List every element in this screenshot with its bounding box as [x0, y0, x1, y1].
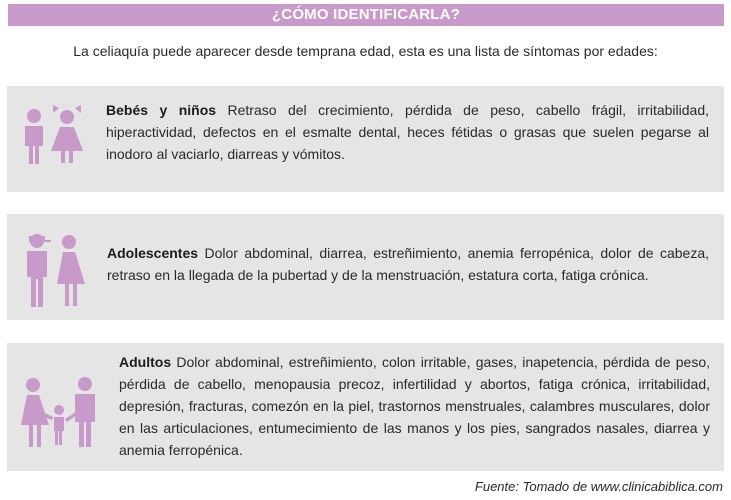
section-symptoms: Retraso del crecimiento, pérdida de peso, cabello frágil, irritabilidad, hiperactividad, defectos en el esmalte dental, heces fétidas o grasas que suelen pegarse al inodoro al vaciarlo, diarreas y vómitos.: [106, 102, 709, 162]
baby-child-icon: [19, 104, 89, 166]
section-label: Adultos: [119, 354, 172, 370]
panel-babies-children: [7, 86, 724, 192]
teenagers-icon: [19, 230, 89, 308]
section-text-adults: [119, 351, 710, 461]
family-icon: [19, 377, 107, 449]
panel-adults: [7, 343, 724, 471]
section-label: Bebés y niños: [106, 102, 217, 118]
intro-text: La celiaquía puede aparecer desde temprana edad, esta es una lista de síntomas por edades:: [73, 43, 658, 59]
source-credit: Fuente: Tomado de www.clinicabiblica.com: [474, 479, 723, 494]
section-symptoms: Dolor abdominal, diarrea, estreñimiento, anemia ferropénica, dolor de cabeza, retraso en la llegada de la pubertad y de la menstruación, estatura corta, fatiga crónica.: [107, 245, 709, 283]
section-header: ¿CÓMO IDENTIFICARLA?: [8, 4, 724, 26]
section-label: Adolescentes: [107, 245, 199, 261]
section-text-teenagers: [107, 242, 709, 286]
panel-teenagers: [7, 214, 724, 320]
section-text-babies-children: [106, 99, 709, 165]
section-symptoms: Dolor abdominal, estreñimiento, colon irritable, gases, inapetencia, pérdida de peso, pérdida de cabello, menopausia precoz, infertilidad y abortos, fatiga crónica, irritabilidad, depresión, fracturas, comezón en la piel, trastornos menstruales, calambres musculares, dolor en las articulaciones, entumecimiento de las manos y los pies, sangrados nasales, diarrea y anemia ferropénica.: [119, 354, 710, 458]
